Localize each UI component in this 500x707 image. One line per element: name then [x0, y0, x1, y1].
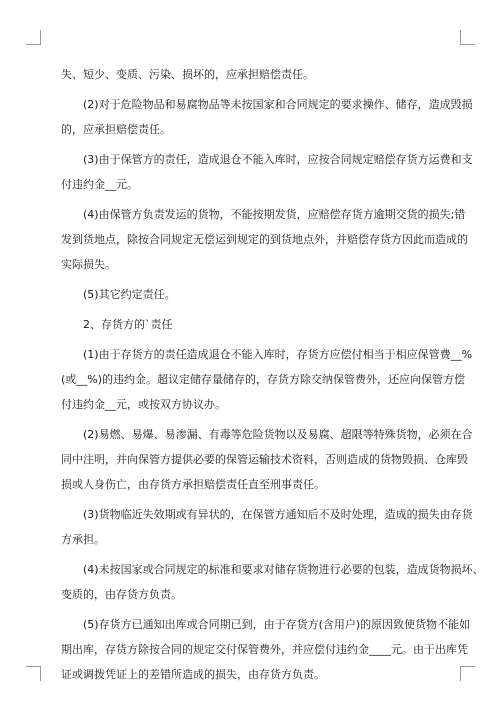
text-line: 付违约金__元，或按双方协议办。: [61, 398, 226, 411]
text-line: 失、短少、变质、污染、损坏的，应承担赔偿责任。: [61, 68, 314, 81]
text-line: 方承担。: [61, 533, 105, 546]
text-line: 损或人身伤亡，由存货方承担赔偿责任直至刑事责任。: [61, 478, 325, 491]
text-line: 证或调拨凭证上的差错所造成的损失，由存货方负责。: [61, 668, 325, 681]
text-line: (5)其它约定责任。: [83, 288, 176, 301]
text-line: 同中注明，并向保管方提供必要的保管运输技术资料，否则造成的货物毁损、仓库毁: [61, 453, 468, 466]
text-line: (1)由于存货方的责任造成退仓不能入库时，存货方应偿付相当于相应保管费__%: [83, 348, 473, 361]
text-line: 变质的，由存货方负责。: [61, 588, 182, 601]
text-line: (2)对于危险物品和易腐物品等未按国家和合同规定的要求操作、储存，造成毁损: [83, 98, 473, 111]
text-line: (4)由保管方负责发运的货物，不能按期发货，应赔偿存货方逾期交货的损失;错: [83, 208, 466, 221]
crop-mark-top-right: [460, 30, 475, 45]
text-line: 实际损失。: [61, 258, 116, 271]
text-line: (3)货物临近失效期或有异状的，在保管方通知后不及时处理，造成的损失由存货: [83, 508, 473, 521]
text-line: 发到货地点，除按合同规定无偿运到规定的到货地点外，并赔偿存货方因此而造成的: [61, 233, 468, 246]
text-line: (5)存货方已通知出库或合同期已到，由于存货方(含用户)的原因致使货物不能如: [83, 618, 471, 631]
text-line: 期出库，存货方除按合同的规定交付保管费外，并应偿付违约金____元。由于出库凭: [61, 643, 468, 656]
text-line: 的，应承担赔偿责任。: [61, 123, 171, 136]
document-body: [61, 62, 484, 687]
text-line: 付违约金__元。: [61, 178, 138, 191]
crop-mark-bottom-left: [26, 666, 41, 681]
text-line: (2)易燃、易爆、易渗漏、有毒等危险货物以及易腐、超限等特殊货物，必须在合: [83, 428, 473, 441]
text-line: (4)未按国家或合同规定的标准和要求对储存货物进行必要的包装，造成货物损坏、: [83, 563, 484, 576]
section-heading: 2、存货方的`责任: [83, 318, 173, 331]
text-line: (3)由于保管方的责任，造成退仓不能入库时，应按合同规定赔偿存货方运费和支: [83, 153, 473, 166]
crop-mark-top-left: [26, 30, 41, 45]
crop-mark-bottom-right: [460, 666, 475, 681]
text-line: (或__%)的违约金。超议定储存量储存的，存货方除交纳保管费外，还应向保管方偿: [61, 373, 466, 386]
